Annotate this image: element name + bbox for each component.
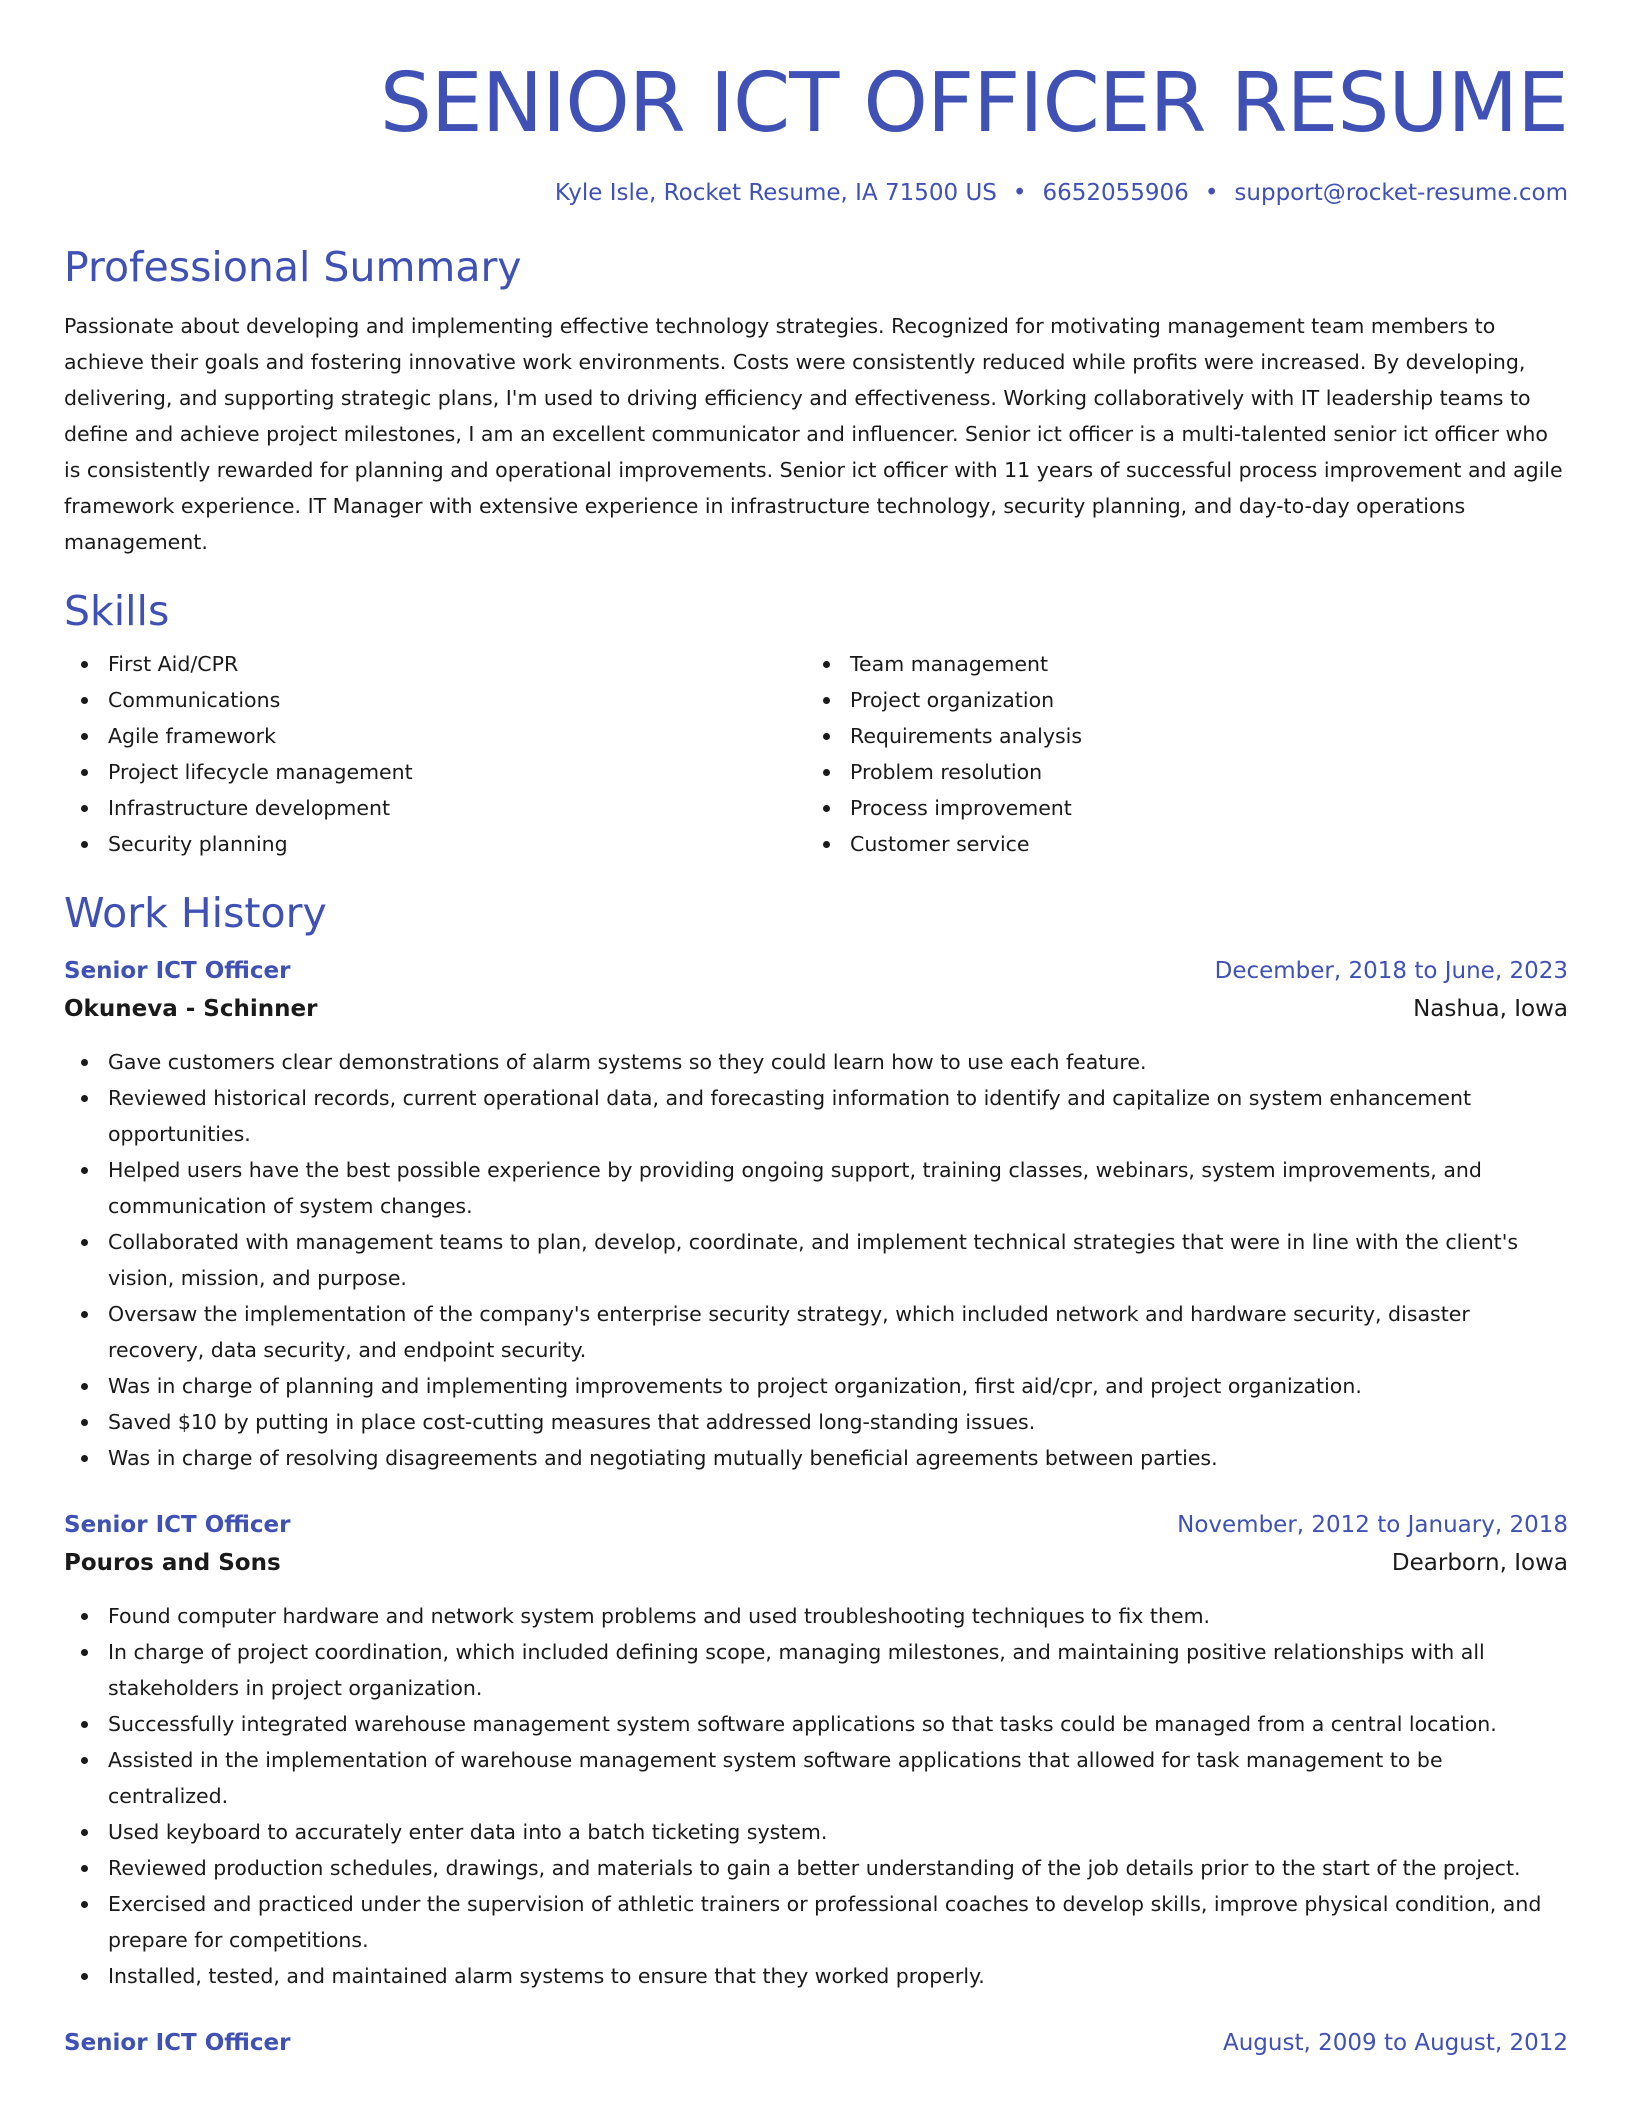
duty-item: In charge of project coordination, which included defining scope, managing milestones, and maintaining positive relationships with all stakeholders in project organization. bbox=[64, 1634, 1568, 1706]
job-header bbox=[64, 952, 1568, 990]
separator-dot: • bbox=[1204, 180, 1219, 206]
job-location: Nashua, Iowa bbox=[1413, 996, 1568, 1022]
separator-dot: • bbox=[1012, 180, 1027, 206]
duty-item: Helped users have the best possible experience by providing ongoing support, training classes, webinars, system improvements, and communication of system changes. bbox=[64, 1152, 1568, 1224]
contact-address: Kyle Isle, Rocket Resume, IA 71500 US bbox=[554, 180, 997, 206]
work-history-heading: Work History bbox=[64, 889, 327, 937]
skill-item: Process improvement bbox=[806, 790, 1548, 826]
skill-item: Team management bbox=[806, 646, 1548, 682]
duty-item: Reviewed production schedules, drawings, and materials to gain a better understanding of the job details prior to the start of the project. bbox=[64, 1850, 1568, 1886]
skill-item: Project organization bbox=[806, 682, 1548, 718]
job-duties bbox=[64, 1044, 1568, 1476]
job-subheader bbox=[64, 990, 1568, 1028]
duty-item: Used keyboard to accurately enter data into a batch ticketing system. bbox=[64, 1814, 1568, 1850]
skill-item: Problem resolution bbox=[806, 754, 1548, 790]
contact-email[interactable]: support@rocket-resume.com bbox=[1234, 180, 1568, 206]
skill-item: Requirements analysis bbox=[806, 718, 1548, 754]
job-title: Senior ICT Officer bbox=[64, 958, 291, 984]
summary-heading: Professional Summary bbox=[64, 243, 522, 291]
page-title: SENIOR ICT OFFICER RESUME bbox=[379, 56, 1568, 151]
duty-item: Saved $10 by putting in place cost-cutting measures that addressed long-standing issues. bbox=[64, 1404, 1568, 1440]
duty-item: Found computer hardware and network system problems and used troubleshooting techniques to fix them. bbox=[64, 1598, 1568, 1634]
job-company: Okuneva - Schinner bbox=[64, 996, 318, 1022]
skill-item: Project lifecycle management bbox=[64, 754, 806, 790]
skills-list bbox=[64, 646, 1568, 862]
duty-item: Installed, tested, and maintained alarm systems to ensure that they worked properly. bbox=[64, 1958, 1568, 1994]
skill-item: Infrastructure development bbox=[64, 790, 806, 826]
job-dates: August, 2009 to August, 2012 bbox=[1223, 2030, 1568, 2056]
job-header bbox=[64, 1506, 1568, 1544]
skill-item: Security planning bbox=[64, 826, 806, 862]
duty-item: Was in charge of resolving disagreements and negotiating mutually beneficial agreements between parties. bbox=[64, 1440, 1568, 1476]
job-title: Senior ICT Officer bbox=[64, 2030, 291, 2056]
duty-item: Was in charge of planning and implementing improvements to project organization, first aid/cpr, and project organization. bbox=[64, 1368, 1568, 1404]
job-dates: November, 2012 to January, 2018 bbox=[1177, 1512, 1568, 1538]
job-subheader bbox=[64, 1544, 1568, 1582]
skill-item: Agile framework bbox=[64, 718, 806, 754]
skill-item: First Aid/CPR bbox=[64, 646, 806, 682]
duty-item: Gave customers clear demonstrations of alarm systems so they could learn how to use each feature. bbox=[64, 1044, 1568, 1080]
contact-line bbox=[64, 178, 1568, 208]
job-location: Dearborn, Iowa bbox=[1391, 1550, 1568, 1576]
job-title: Senior ICT Officer bbox=[64, 1512, 291, 1538]
duty-item: Oversaw the implementation of the company's enterprise security strategy, which included network and hardware security, disaster recovery, data security, and endpoint security. bbox=[64, 1296, 1568, 1368]
duty-item: Reviewed historical records, current operational data, and forecasting information to identify and capitalize on system enhancement opportunities. bbox=[64, 1080, 1568, 1152]
contact-phone: 6652055906 bbox=[1042, 180, 1189, 206]
summary-text: Passionate about developing and implementing effective technology strategies. Recognized for motivating management team members to achieve their goals and fostering innovative work environments. Costs were consistently reduced while profits were increased. By developing, delivering, and supporting strategic plans, I'm used to driving efficiency and effectiveness. Working collaboratively with IT leadership teams to define and achieve project milestones, I am an excellent communicator and influencer. Senior ict officer is a multi-talented senior ict officer who is consistently rewarded for planning and operational improvements. Senior ict officer with 11 years of successful process improvement and agile framework experience. IT Manager with extensive experience in infrastructure technology, security planning, and day-to-day operations management. bbox=[64, 314, 1563, 554]
skills-column-left bbox=[64, 646, 806, 862]
job-entry bbox=[64, 952, 1568, 1476]
duty-item: Exercised and practiced under the supervision of athletic trainers or professional coaches to develop skills, improve physical condition, and prepare for competitions. bbox=[64, 1886, 1568, 1958]
duty-item: Collaborated with management teams to plan, develop, coordinate, and implement technical strategies that were in line with the client's vision, mission, and purpose. bbox=[64, 1224, 1568, 1296]
job-entry bbox=[64, 2024, 1568, 2062]
job-entry bbox=[64, 1506, 1568, 1994]
skills-column-right bbox=[806, 646, 1548, 862]
job-duties bbox=[64, 1598, 1568, 1994]
duty-item: Successfully integrated warehouse management system software applications so that tasks could be managed from a central location. bbox=[64, 1706, 1568, 1742]
job-dates: December, 2018 to June, 2023 bbox=[1214, 958, 1568, 984]
resume-page bbox=[64, 0, 1568, 2062]
skill-item: Communications bbox=[64, 682, 806, 718]
job-header bbox=[64, 2024, 1568, 2062]
duty-item: Assisted in the implementation of warehouse management system software applications that allowed for task management to be centralized. bbox=[64, 1742, 1568, 1814]
skills-heading: Skills bbox=[64, 587, 170, 635]
job-company: Pouros and Sons bbox=[64, 1550, 281, 1576]
skill-item: Customer service bbox=[806, 826, 1548, 862]
